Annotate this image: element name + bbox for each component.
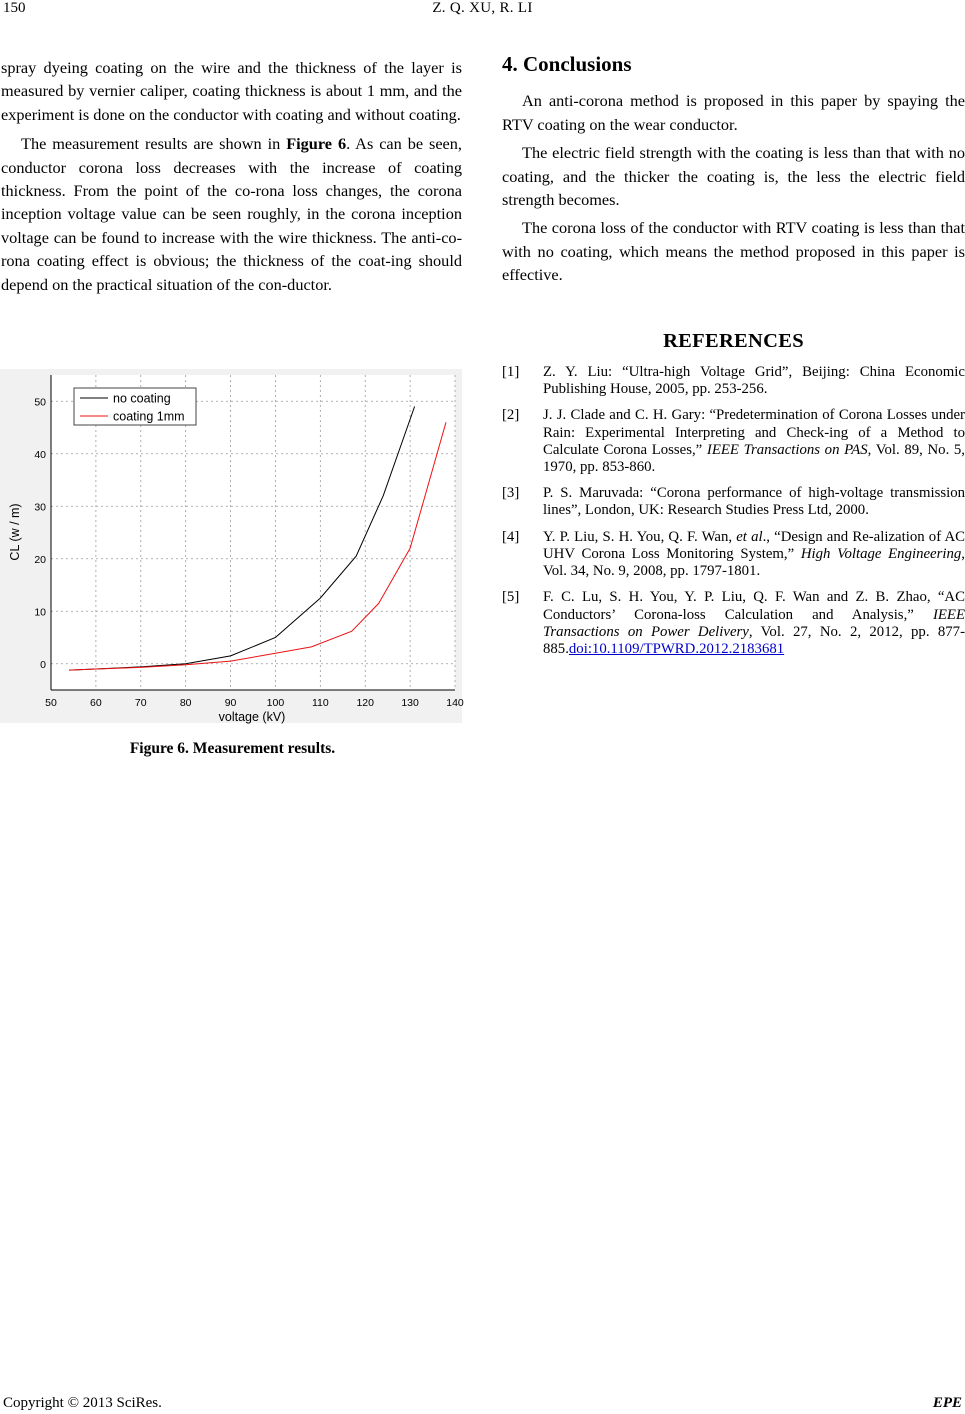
reference-label: [2] bbox=[502, 407, 520, 424]
text-run: . As can be seen, conductor corona loss decreases with the increase of coating thickness. From the point of the co-rona loss changes, the corona inception voltage value can be seen roughly, in the corona inception voltage can be found to increase with the wire thickness. The anti-co-rona coating effect is obvious; the thickness of the coat-ing should depend on the practical situation of the con-ductor. bbox=[1, 134, 462, 294]
x-axis-label: voltage (kV) bbox=[218, 710, 286, 724]
body-paragraph: spray dyeing coating on the wire and the thickness of the layer is measured by vernier caliper, coating thickness is about 1 mm, and the experiment is done on the conductor with coating and without coating. bbox=[1, 58, 462, 124]
reference-label: [5] bbox=[502, 589, 520, 606]
reference-journal: IEEE Transactions on Power Delivery bbox=[543, 606, 965, 640]
reference-item bbox=[502, 529, 965, 581]
x-tick-label: 140 bbox=[446, 697, 464, 709]
reference-text: P. S. Maruvada: “Corona performance of high-voltage transmission lines”, London, UK: Research Studies Press Ltd, 2000. bbox=[543, 485, 965, 519]
y-tick-label: 0 bbox=[40, 658, 46, 671]
references-heading: REFERENCES bbox=[663, 329, 804, 352]
y-tick-label: 10 bbox=[34, 606, 46, 619]
reference-label: [3] bbox=[502, 485, 520, 502]
doi-link[interactable]: doi:10.1109/TPWRD.2012.2183681 bbox=[568, 640, 785, 657]
reference-item bbox=[502, 589, 965, 658]
x-tick-label: 110 bbox=[311, 697, 329, 709]
body-paragraph: The electric field strength with the coating is less than that with no coating, and the thicker the coating is, the less the electric field strength becomes. bbox=[502, 143, 965, 210]
figure-caption: Figure 6. Measurement results. bbox=[129, 740, 336, 757]
footer-journal: EPE bbox=[932, 1395, 962, 1411]
y-axis-label: CL (w / m) bbox=[8, 503, 22, 561]
line-chart bbox=[0, 369, 462, 723]
y-tick-label: 20 bbox=[34, 553, 46, 566]
x-tick-label: 90 bbox=[224, 697, 237, 709]
text-run: The measurement results are shown in bbox=[21, 134, 287, 154]
footer-copyright: Copyright © 2013 SciRes. bbox=[3, 1395, 162, 1411]
reference-text: ., “Design and Re-alization of AC UHV Corona Loss Monitoring System,” bbox=[543, 528, 965, 562]
legend-entry-no-coating: no coating bbox=[113, 391, 171, 406]
y-tick-label: 40 bbox=[34, 448, 46, 461]
left-column bbox=[1, 56, 462, 296]
section-title: 4. Conclusions bbox=[502, 52, 632, 76]
reference-et-al: et al bbox=[736, 528, 763, 545]
running-head: Z. Q. XU, R. LI bbox=[432, 0, 533, 16]
right-column bbox=[502, 53, 965, 667]
reference-text: Y. P. Liu, S. H. You, Q. F. Wan, bbox=[543, 528, 737, 545]
legend bbox=[74, 388, 196, 425]
figure-6 bbox=[0, 369, 462, 723]
body-paragraph: An anti-corona method is proposed in this paper by spaying the RTV coating on the wear conductor. bbox=[502, 91, 965, 134]
body-paragraph bbox=[1, 132, 462, 296]
reference-item bbox=[502, 407, 965, 476]
x-tick-label: 50 bbox=[45, 697, 57, 709]
reference-journal: IEEE Transactions on PAS bbox=[706, 441, 868, 458]
reference-label: [1] bbox=[502, 364, 520, 381]
page-number: 150 bbox=[3, 0, 26, 16]
y-tick-label: 50 bbox=[34, 396, 46, 409]
y-tick-label: 30 bbox=[34, 501, 46, 514]
reference-label: [4] bbox=[502, 528, 520, 545]
legend-entry-coating-1mm: coating 1mm bbox=[113, 409, 185, 424]
reference-text: , Vol. 89, No. 5, 1970, pp. 853-860. bbox=[543, 441, 965, 476]
x-tick-label: 80 bbox=[179, 697, 192, 709]
x-tick-label: 100 bbox=[266, 697, 285, 709]
reference-text: F. C. Lu, S. H. You, Y. P. Liu, Q. F. Wan and Z. B. Zhao, “AC Conductors’ Corona-loss Calculation and Analysis,” bbox=[543, 589, 965, 623]
reference-text: Z. Y. Liu: “Ultra-high Voltage Grid”, Beijing: China Economic Publishing House, 2005, pp. 253-256. bbox=[543, 364, 965, 398]
x-tick-label: 130 bbox=[401, 697, 419, 709]
reference-journal: High Voltage Engineering bbox=[800, 545, 962, 562]
figure-reference: Figure 6 bbox=[286, 134, 347, 154]
reference-text: J. J. Clade and C. H. Gary: “Predetermination of Corona Losses under Rain: Experimental Interpreting and Check-ing of a Method to Calculate Corona Losses,” bbox=[543, 407, 965, 458]
x-tick-label: 70 bbox=[134, 697, 147, 709]
x-tick-label: 120 bbox=[356, 697, 374, 709]
body-paragraph: The corona loss of the conductor with RTV coating is less than that with no coating, which means the method proposed in this paper is effective. bbox=[502, 218, 965, 285]
reference-text: , Vol. 34, No. 9, 2008, pp. 1797-1801. bbox=[543, 545, 965, 580]
reference-text: , Vol. 27, No. 2, 2012, pp. 877-885. bbox=[543, 623, 965, 657]
reference-item bbox=[502, 364, 965, 398]
x-tick-label: 60 bbox=[90, 697, 102, 709]
reference-item bbox=[502, 485, 965, 519]
